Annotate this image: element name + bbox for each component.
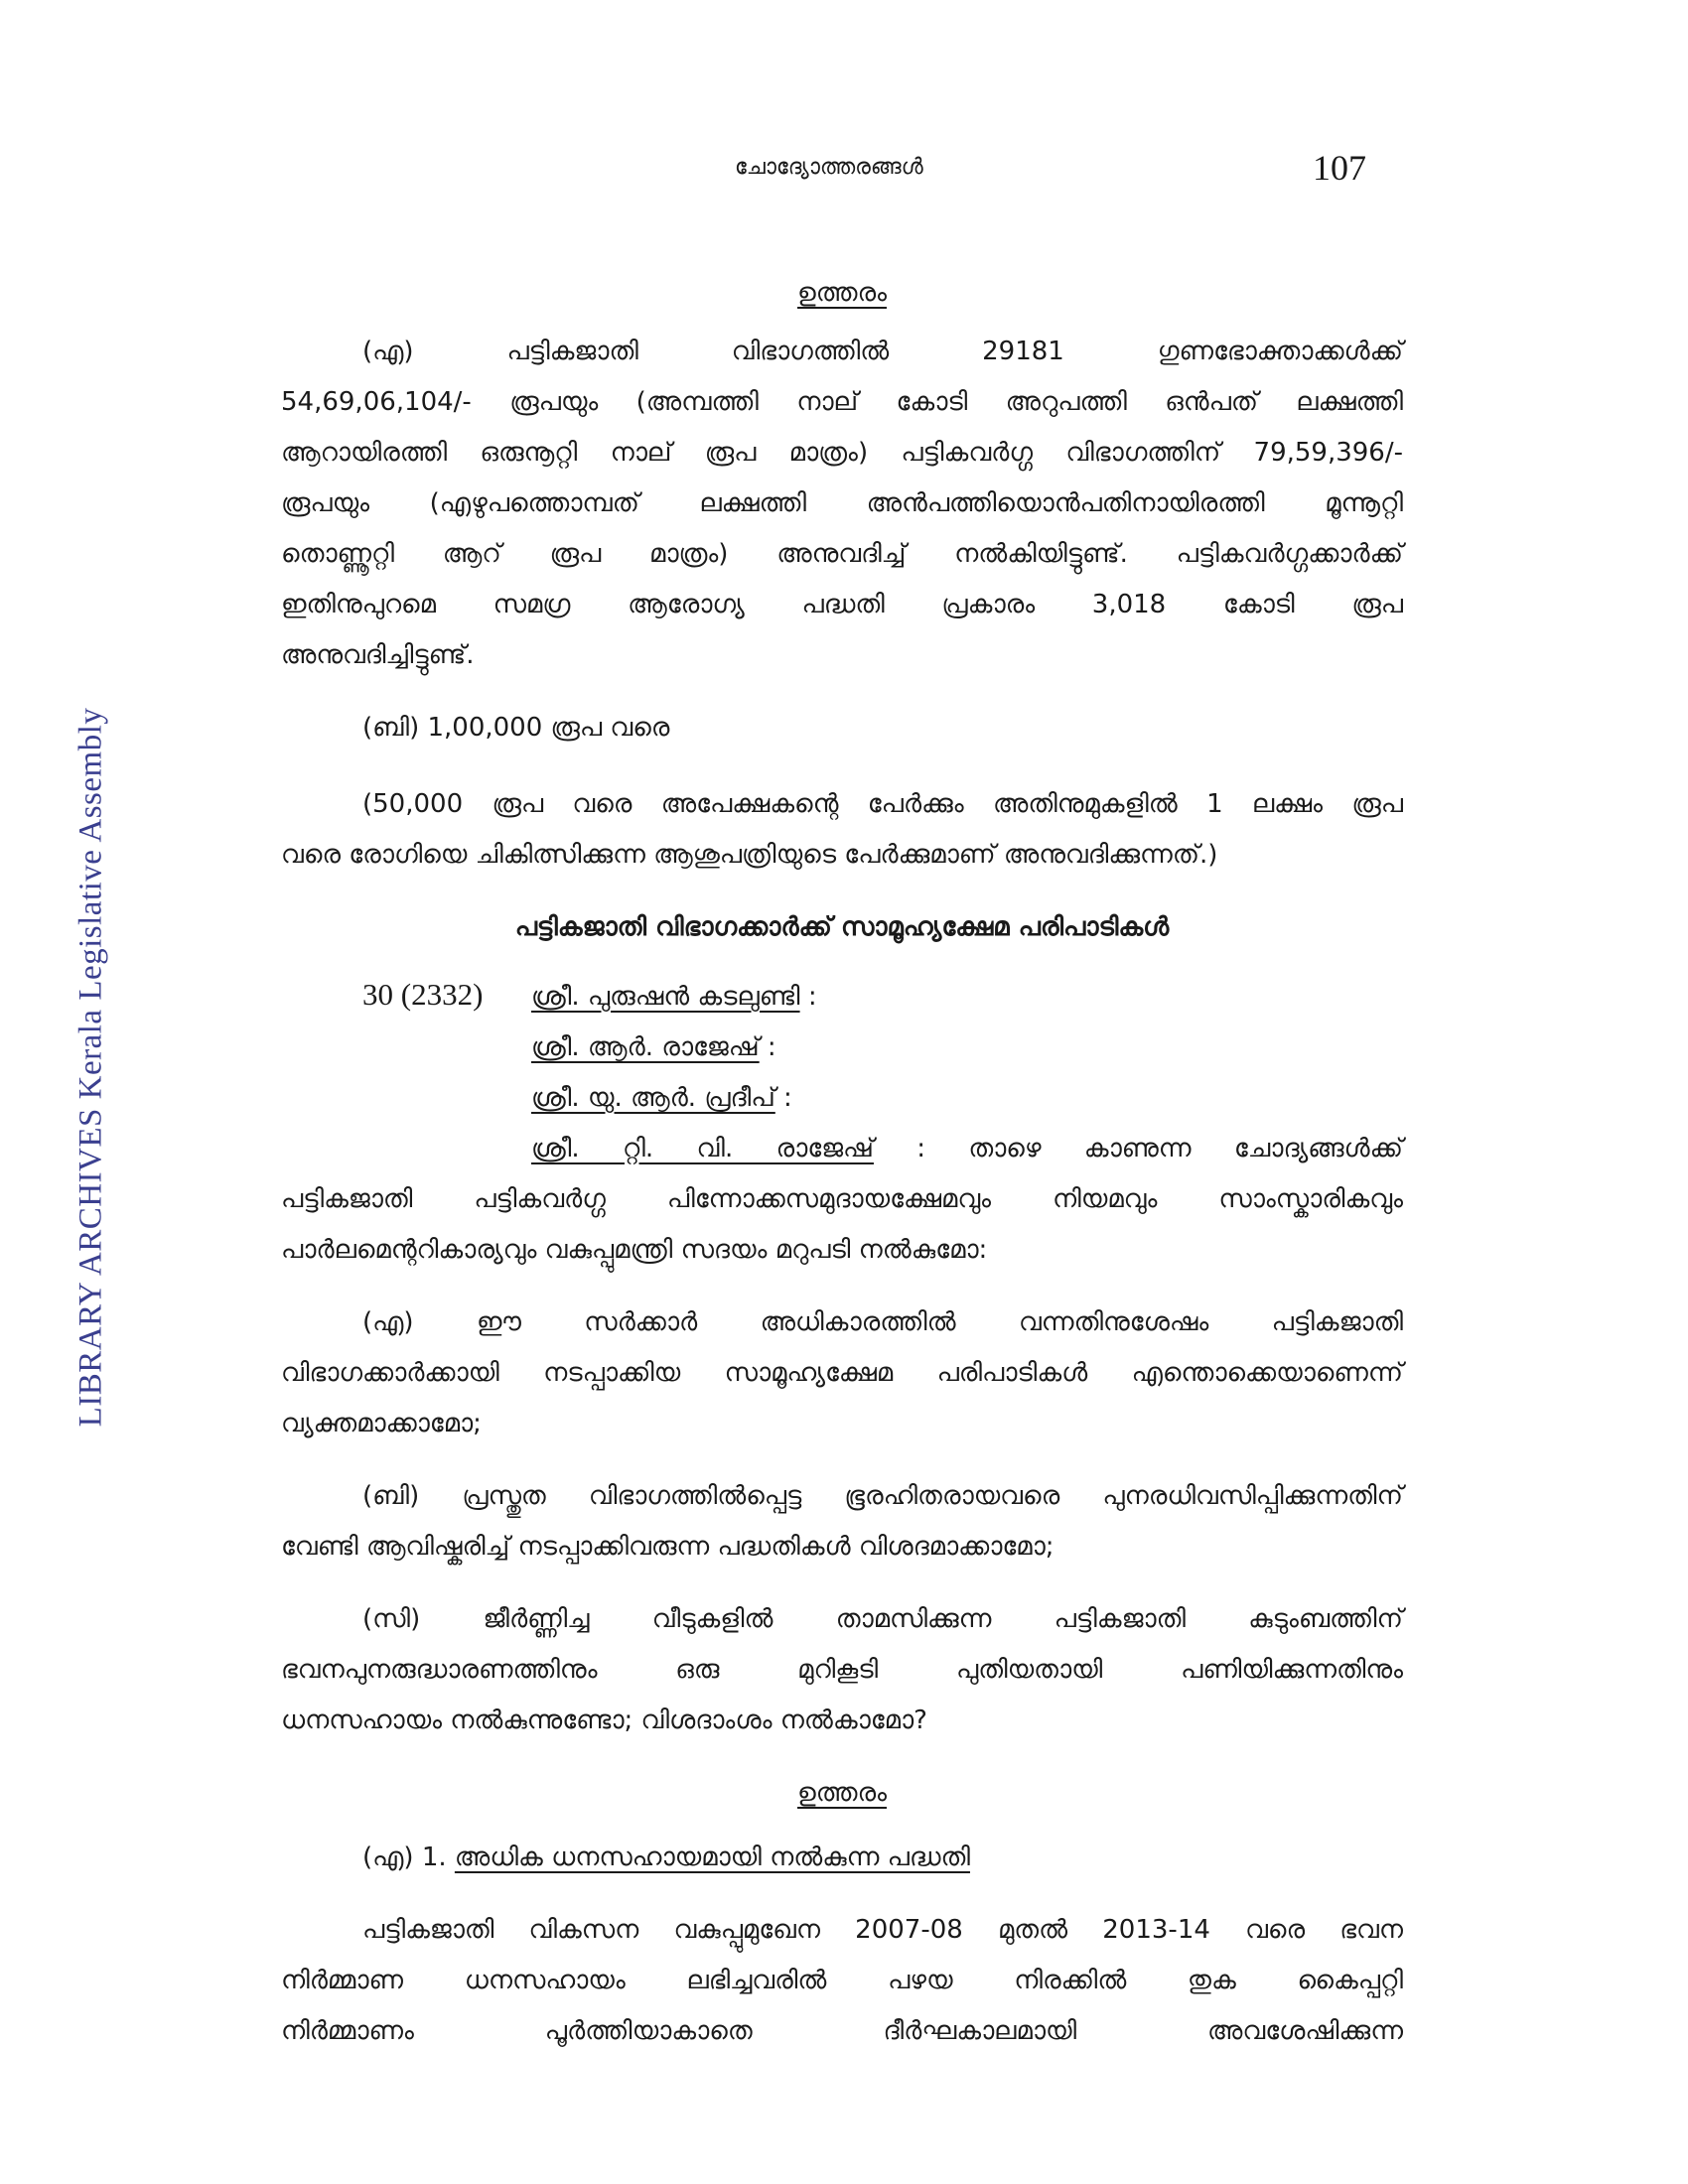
question-member-row [281, 969, 1403, 1023]
question-intro-line: പട്ടികജാതി പട്ടികവർഗ്ഗ പിന്നോക്കസമുദായക്ഷേമവും നിയമവും സാംസ്കാരികവും [281, 1184, 1403, 1214]
answer-body-line: പട്ടികജാതി വികസന വകുപ്പുമുഖേന 2007-08 മുതൽ 2013-14 വരെ ഭവന [362, 1915, 1403, 1945]
question-b-line: വേണ്ടി ആവിഷ്കരിച്ച് നടപ്പാക്കിവരുന്ന പദ്ധതികൾ വിശദമാക്കാമോ; [281, 1532, 1055, 1562]
question-intro-first: താഴെ കാണുന്ന ചോദ്യങ്ങൾക്ക് [968, 1134, 1404, 1163]
answer-a-paragraph [281, 327, 1403, 681]
question-intro-line [281, 1124, 1403, 1174]
question-intro [281, 1124, 1403, 1276]
question-c-line: ഭവനപുനരുദ്ധാരണത്തിനും ഒരു മുറികൂടി പുതിയതായി പണിയിക്കുന്നതിനും [281, 1655, 1403, 1685]
member-suffix: : [759, 1032, 776, 1062]
answer-a-line: രൂപയും (എഴുപത്തൊമ്പത് ലക്ഷത്തി അൻപത്തിയൊൻപതിനായിരത്തി മൂന്നൂറ്റി [281, 488, 1403, 518]
answer-a-line: 54,69,06,104/- രൂപയും (അമ്പത്തി നാല് കോടി അറുപത്തി ഒൻപത് ലക്ഷത്തി [281, 387, 1403, 417]
question-b-line: (ബി) പ്രസ്തുത വിഭാഗത്തിൽപ്പെട്ട ഭൂരഹിതരായവരെ പുനരധിവസിപ്പിക്കുന്നതിന് [362, 1481, 1403, 1511]
answer-scheme-line [281, 1833, 1403, 1883]
question-member-row [281, 1023, 1403, 1073]
member-suffix: : [774, 1083, 792, 1113]
question-c [281, 1594, 1403, 1746]
answer-body [281, 1905, 1403, 2057]
answer-body-line: നിർമ്മാണ ധനസഹായം ലഭിച്ചവരിൽ പഴയ നിരക്കിൽ തുക കൈപ്പറ്റി [281, 1966, 1403, 1995]
question-intro-line: പാർലമെന്ററികാര്യവും വകുപ്പുമന്ത്രി സദയം മറുപടി നൽകുമോ: [281, 1235, 988, 1265]
question-b [281, 1471, 1403, 1572]
page-number: 107 [1313, 148, 1366, 188]
answer-note-line: (50,000 രൂപ വരെ അപേക്ഷകന്റെ പേർക്കും അതിനുമുകളിൽ 1 ലക്ഷം രൂപ [362, 789, 1403, 819]
answer-a-line: അനുവദിച്ചിട്ടുണ്ട്. [281, 640, 475, 670]
question-a-line: വ്യക്തമാക്കാമോ; [281, 1409, 482, 1438]
member-name: ശ്രീ. യു. ആർ. പ്രദീപ് [531, 1083, 775, 1113]
question-a [281, 1297, 1403, 1449]
running-header-title: ചോദ്യോത്തരങ്ങൾ [735, 155, 923, 180]
answer-scheme-prefix: (എ) 1. [362, 1843, 455, 1872]
answer-a-line: (എ) പട്ടികജാതി വിഭാഗത്തിൽ 29181 ഗുണഭോക്താക്കൾക്ക് [362, 337, 1403, 366]
answer-a-line: ഇതിനുപുറമെ സമഗ്ര ആരോഗ്യ പദ്ധതി പ്രകാരം 3,018 കോടി രൂപ [281, 590, 1403, 619]
question-member-row [281, 1073, 1403, 1124]
member-suffix: : [799, 982, 817, 1012]
answer-scheme-title: അധിക ധനസഹായമായി നൽകുന്ന പദ്ധതി [454, 1843, 970, 1872]
question-c-line: (സി) ജീർണ്ണിച്ച വീടുകളിൽ താമസിക്കുന്ന പട്ടികജാതി കുടുംബത്തിന് [362, 1604, 1403, 1634]
question-a-line: വിഭാഗക്കാർക്കായി നടപ്പാക്കിയ സാമൂഹ്യക്ഷേമ പരിപാടികൾ എന്തൊക്കെയാണെന്ന് [281, 1358, 1403, 1388]
question-a-line: (എ) ഈ സർക്കാർ അധികാരത്തിൽ വന്നതിനുശേഷം പട്ടികജാതി [362, 1307, 1403, 1337]
page-body [281, 268, 1403, 2079]
answer-a-line: തൊണ്ണൂറ്റി ആറ് രൂപ മാത്രം) അനുവദിച്ച് നൽകിയിട്ടുണ്ട്. പട്ടികവർഗ്ഗക്കാർക്ക് [281, 539, 1403, 569]
answer-body-line: നിർമ്മാണം പൂർത്തിയാകാതെ ദീർഘകാലമായി അവശേഷിക്കുന്ന [281, 2016, 1403, 2046]
answer-note-line: വരെ രോഗിയെ ചികിത്സിക്കുന്ന ആശുപത്രിയുടെ പേർക്കുമാണ് അനുവദിക്കുന്നത്.) [281, 840, 1218, 870]
answer-b-line: (ബി) 1,00,000 രൂപ വരെ [362, 713, 670, 743]
member-suffix: : [873, 1134, 926, 1163]
member-name: ശ്രീ. റ്റി. വി. രാജേഷ് [531, 1134, 874, 1163]
archive-watermark: LIBRARY ARCHIVES Kerala Legislative Assembly [72, 707, 109, 1428]
member-name: ശ്രീ. ആർ. രാജേഷ് [531, 1032, 760, 1062]
answer-heading: ഉത്തരം [797, 1778, 887, 1808]
question-title: പട്ടികജാതി വിഭാഗക്കാർക്ക് സാമൂഹ്യക്ഷേമ പരിപാടികൾ [514, 912, 1170, 942]
answer-note [281, 779, 1403, 881]
question-c-line: ധനസഹായം നൽകുന്നുണ്ടോ; വിശദാംശം നൽകാമോ? [281, 1706, 927, 1735]
answer-heading: ഉത്തരം [797, 278, 887, 308]
question-number: 30 (2332) [362, 977, 484, 1012]
member-name: ശ്രീ. പുരുഷൻ കടലുണ്ടി [531, 982, 800, 1012]
answer-a-line: ആറായിരത്തി ഒരുനൂറ്റി നാല് രൂപ മാത്രം) പട്ടികവർഗ്ഗ വിഭാഗത്തിന് 79,59,396/- [281, 438, 1403, 468]
